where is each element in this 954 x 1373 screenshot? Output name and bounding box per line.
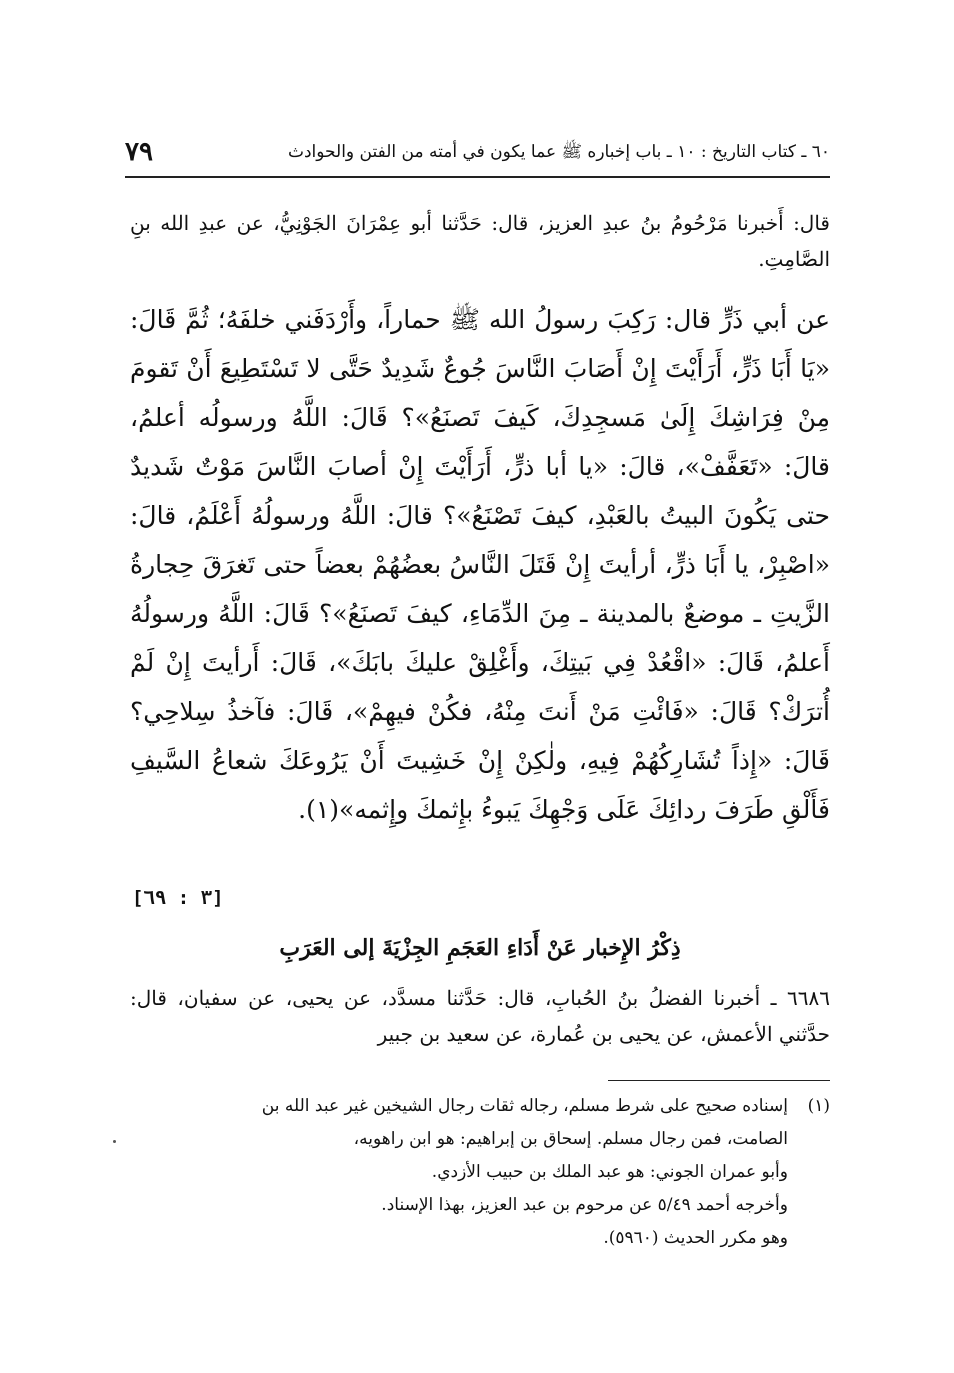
section-heading: ذِكْرُ الإِخبار عَنْ أَدَاءِ العَجَمِ الجِزْيَةَ إلى العَرَبِ xyxy=(279,935,681,961)
header-rule xyxy=(125,176,830,178)
footnote-line: وأبو عمران الجوني: هو عبد الملك بن حبيب الأزدي. xyxy=(431,1162,788,1182)
running-header xyxy=(125,135,830,173)
footnote-rule xyxy=(608,1080,830,1081)
hadith-text: عن أبي ذَرٍّ قال: رَكِبَ رسولُ الله ﷺ حماراً، وأَرْدَفَني خلفَهُ؛ ثُمَّ قَالَ: «يَا أَبَا ذَرٍّ، أَرَأَيْتَ إِنْ أَصَابَ النَّاسَ جُوعٌ شَدِيدٌ حَتَّى لا تَسْتَطِيعَ أَنْ تَقومَ مِنْ فِرَاشِكَ إِلَىٰ مَسجِدِكَ، كَيفَ تَصنَعُ»؟ قَالَ: اللَّهُ ورسولُه أعلمُ، قالَ: «تَعَفَّفْ»، قالَ: «يا أبا ذرٍّ، أَرَأَيْتَ إِنْ أصابَ النَّاسَ مَوْتٌ شَديدٌ حتى يَكُونَ البيتُ بالعَبْدِ، كيفَ تَصْنَعُ»؟ قالَ: اللَّهُ ورسولُهُ أَعْلَمُ، قالَ: «اصْبِرْ، يا أَبَا ذرٍّ، أرأيتَ إِنْ قَتَلَ النَّاسُ بعضُهُمْ بعضاً حتى تَغرَقَ حِجارةُ الزَّيتِ ـ موضعٌ بالمدينة ـ مِنَ الدِّمَاءِ، كيفَ تَصنَعُ»؟ قَالَ: اللَّهُ ورسولُهُ أَعلمُ، قَالَ: «اقْعُدْ فِي بَيتِكَ، وأَغْلِقْ عليكَ بابَكَ»، قَالَ: أَرأيتَ إِنْ لَمْ أُترَكْ؟ قَالَ: «فَائْتِ مَنْ أَنتَ مِنْهُ، فكُنْ فيهِمْ»، قَالَ: فآخذُ سِلاحِي؟ قَالَ: «إِذاً تُشَارِكُهُمْ فِيهِ، ولٰكِنْ إِنْ خَشِيتَ أَنْ يَرُوعَكَ شعاعُ السَّيفِ فَأَلْقِ طَرَفَ ردائِكَ عَلَى وَجْهِكَ يَبوءُ بإِثمكَ وإِثمه»(١). xyxy=(130,305,831,824)
footnotes xyxy=(140,1090,830,1255)
scan-speck xyxy=(113,1140,116,1143)
hadith-reference: [٣ : ٦٩] xyxy=(132,887,224,909)
page-number: ٧٩ xyxy=(125,137,153,167)
footnote-number: (١) xyxy=(807,1096,830,1116)
hadith-6686-isnad: ٦٦٨٦ ـ أخبرنا الفضلُ بنُ الحُبابِ، قال: حَدَّثنا مسدَّد، عن يحيى، عن سفيان، قال: حدَّثني الأعمش، عن يحيى بن عُمارة، عن سعيد بن جبير xyxy=(130,986,830,1046)
chapter-title: ٦٠ ـ كتاب التاريخ : ١٠ ـ باب إخباره ﷺ عما يكون في أمته من الفتن والحوادث xyxy=(287,142,830,162)
footnote-line xyxy=(140,1090,830,1123)
footnote-line: وهو مكرر الحديث (٥٩٦٠). xyxy=(603,1228,788,1248)
footnote-line: الصامت، فمن رجال مسلم. إسحاق بن إبراهيم: هو ابن راهويه، xyxy=(353,1129,788,1149)
footnote-text: إسناده صحيح على شرط مسلم، رجاله ثقات رجال الشيخين غير عبد الله بن xyxy=(261,1096,788,1116)
footnote-line: وأخرجه أحمد ٥/٤٩ عن مرحوم بن عبد العزيز، بهذا الإسناد. xyxy=(381,1195,788,1215)
isnad-paragraph: قال: أَخبرنا مَرْحُومُ بنُ عبدِ العزيز، قال: حَدَّثنا أبو عِمْرَانَ الجَوْنِيُّ، عن عبدِ الله بنِ الصَّامِتِ. xyxy=(130,211,830,271)
